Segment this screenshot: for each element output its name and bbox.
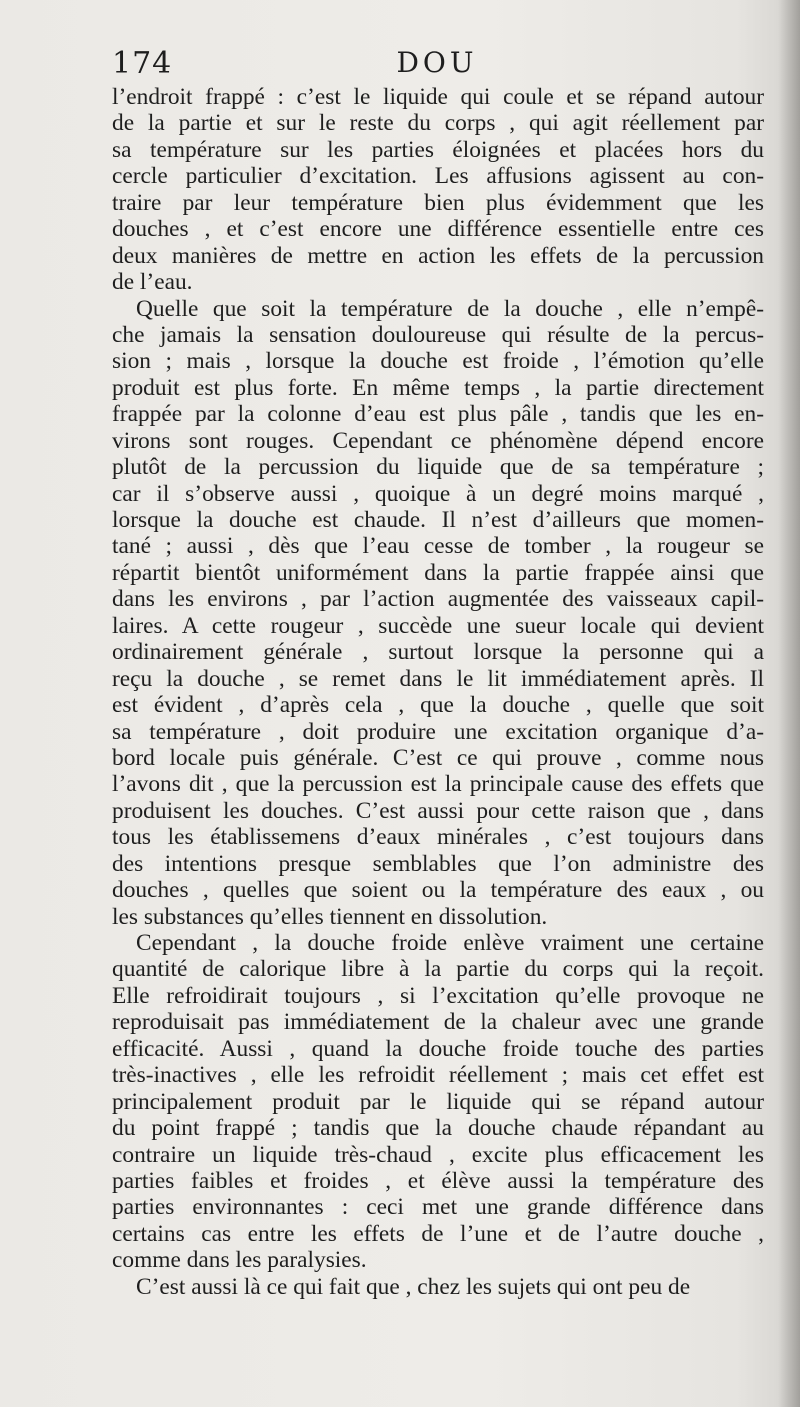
text-line: lorsque la douche est chaude. Il n’est d’ailleurs que momen- — [112, 507, 764, 533]
running-head: DOU — [396, 46, 478, 79]
text-line: sa température sur les parties éloignées et placées hors du — [112, 136, 764, 163]
page-gutter-shadow — [778, 0, 800, 1407]
text-line: ordinairement générale , surtout lorsque la personne qui a — [112, 639, 764, 666]
text-line: quantité de calorique libre à la partie du corps qui la reçoit. — [112, 956, 764, 983]
paragraph — [112, 296, 764, 931]
text-line: laires. A cette rougeur , succède une sueur locale qui devient — [112, 612, 764, 639]
page-header — [112, 46, 762, 86]
text-line: parties environnantes : ceci met une grande différence dans — [112, 1194, 764, 1221]
text-line: est évident , d’après cela , que la douche , quelle que soit — [112, 692, 764, 719]
paragraph — [112, 930, 764, 1274]
text-line: comme dans les paralysies. — [112, 1247, 367, 1274]
text-line: reçu la douche , se remet dans le lit immédiatement après. Il — [112, 665, 764, 692]
text-line: plutôt de la percussion du liquide que de sa température ; — [112, 454, 764, 481]
text-line: sa température , doit produire une excitation organique d’a- — [112, 718, 764, 745]
text-line: sion ; mais , lorsque la douche est froide , l’émotion qu’elle — [112, 348, 764, 375]
text-line: frappée par la colonne d’eau est plus pâle , tandis que les en- — [112, 401, 764, 428]
text-line: de la partie et sur le reste du corps , qui agit réellement par — [112, 110, 764, 137]
text-line: reproduisait pas immédiatement de la chaleur avec une grande — [112, 1009, 764, 1036]
text-line: principalement produit par le liquide qui se répand autour — [112, 1088, 764, 1115]
text-line: Cependant , la douche froide enlève vraiment une certaine — [136, 930, 764, 956]
text-line: car il s’observe aussi , quoique à un degré moins marqué , — [112, 480, 764, 507]
text-line: deux manières de mettre en action les effets de la percussion — [112, 242, 764, 269]
text-line: che jamais la sensation douloureuse qui résulte de la percus- — [112, 321, 764, 348]
text-line: les substances qu’elles tiennent en dissolution. — [112, 903, 548, 930]
text-line: parties faibles et froides , et élève aussi la température des — [112, 1167, 764, 1194]
text-line: virons sont rouges. Cependant ce phénomène dépend encore — [112, 427, 764, 454]
text-line: efficacité. Aussi , quand la douche froide touche des parties — [112, 1035, 764, 1062]
text-line: Quelle que soit la température de la douche , elle n’empê- — [136, 295, 764, 322]
text-line: tous les établissemens d’eaux minérales , c’est toujours dans — [112, 824, 764, 851]
text-line: douches , quelles que soient ou la température des eaux , ou — [112, 877, 764, 904]
text-line: cercle particulier d’excitation. Les affusions agissent au con- — [112, 163, 764, 190]
page-number: 174 — [112, 46, 173, 81]
text-line: produisent les douches. C’est aussi pour cette raison que , dans — [112, 797, 764, 824]
text-line: contraire un liquide très-chaud , excite plus efficacement les — [112, 1141, 764, 1168]
text-line: dans les environs , par l’action augmentée des vaisseaux capil- — [112, 586, 764, 613]
text-line: répartit bientôt uniformément dans la partie frappée ainsi que — [112, 559, 764, 586]
text-line: bord locale puis générale. C’est ce qui prouve , comme nous — [112, 744, 764, 771]
body-text — [112, 84, 764, 1300]
text-line: produit est plus forte. En même temps , la partie directement — [112, 374, 764, 401]
text-line: Elle refroidirait toujours , si l’excitation qu’elle provoque ne — [112, 982, 764, 1009]
text-line: traire par leur température bien plus évidemment que les — [112, 189, 764, 216]
text-line: certains cas entre les effets de l’une et de l’autre douche , — [112, 1220, 764, 1247]
text-line: très-inactives , elle les refroidit réellement ; mais cet effet est — [112, 1062, 764, 1089]
text-line: l’avons dit , que la percussion est la principale cause des effets que — [112, 771, 764, 798]
text-line: du point frappé ; tandis que la douche chaude répandant au — [112, 1115, 764, 1142]
text-line: tané ; aussi , dès que l’eau cesse de tomber , la rougeur se — [112, 533, 764, 560]
paragraph — [112, 1274, 764, 1300]
text-line: de l’eau. — [112, 269, 193, 296]
text-line: douches , et c’est encore une différence essentielle entre ces — [112, 216, 764, 243]
text-line: l’endroit frappé : c’est le liquide qui coule et se répand autour — [112, 84, 764, 110]
paragraph — [112, 84, 764, 296]
text-line: C’est aussi là ce qui fait que , chez les sujets qui ont peu de — [136, 1273, 691, 1300]
text-line: des intentions presque semblables que l’on administre des — [112, 850, 764, 877]
